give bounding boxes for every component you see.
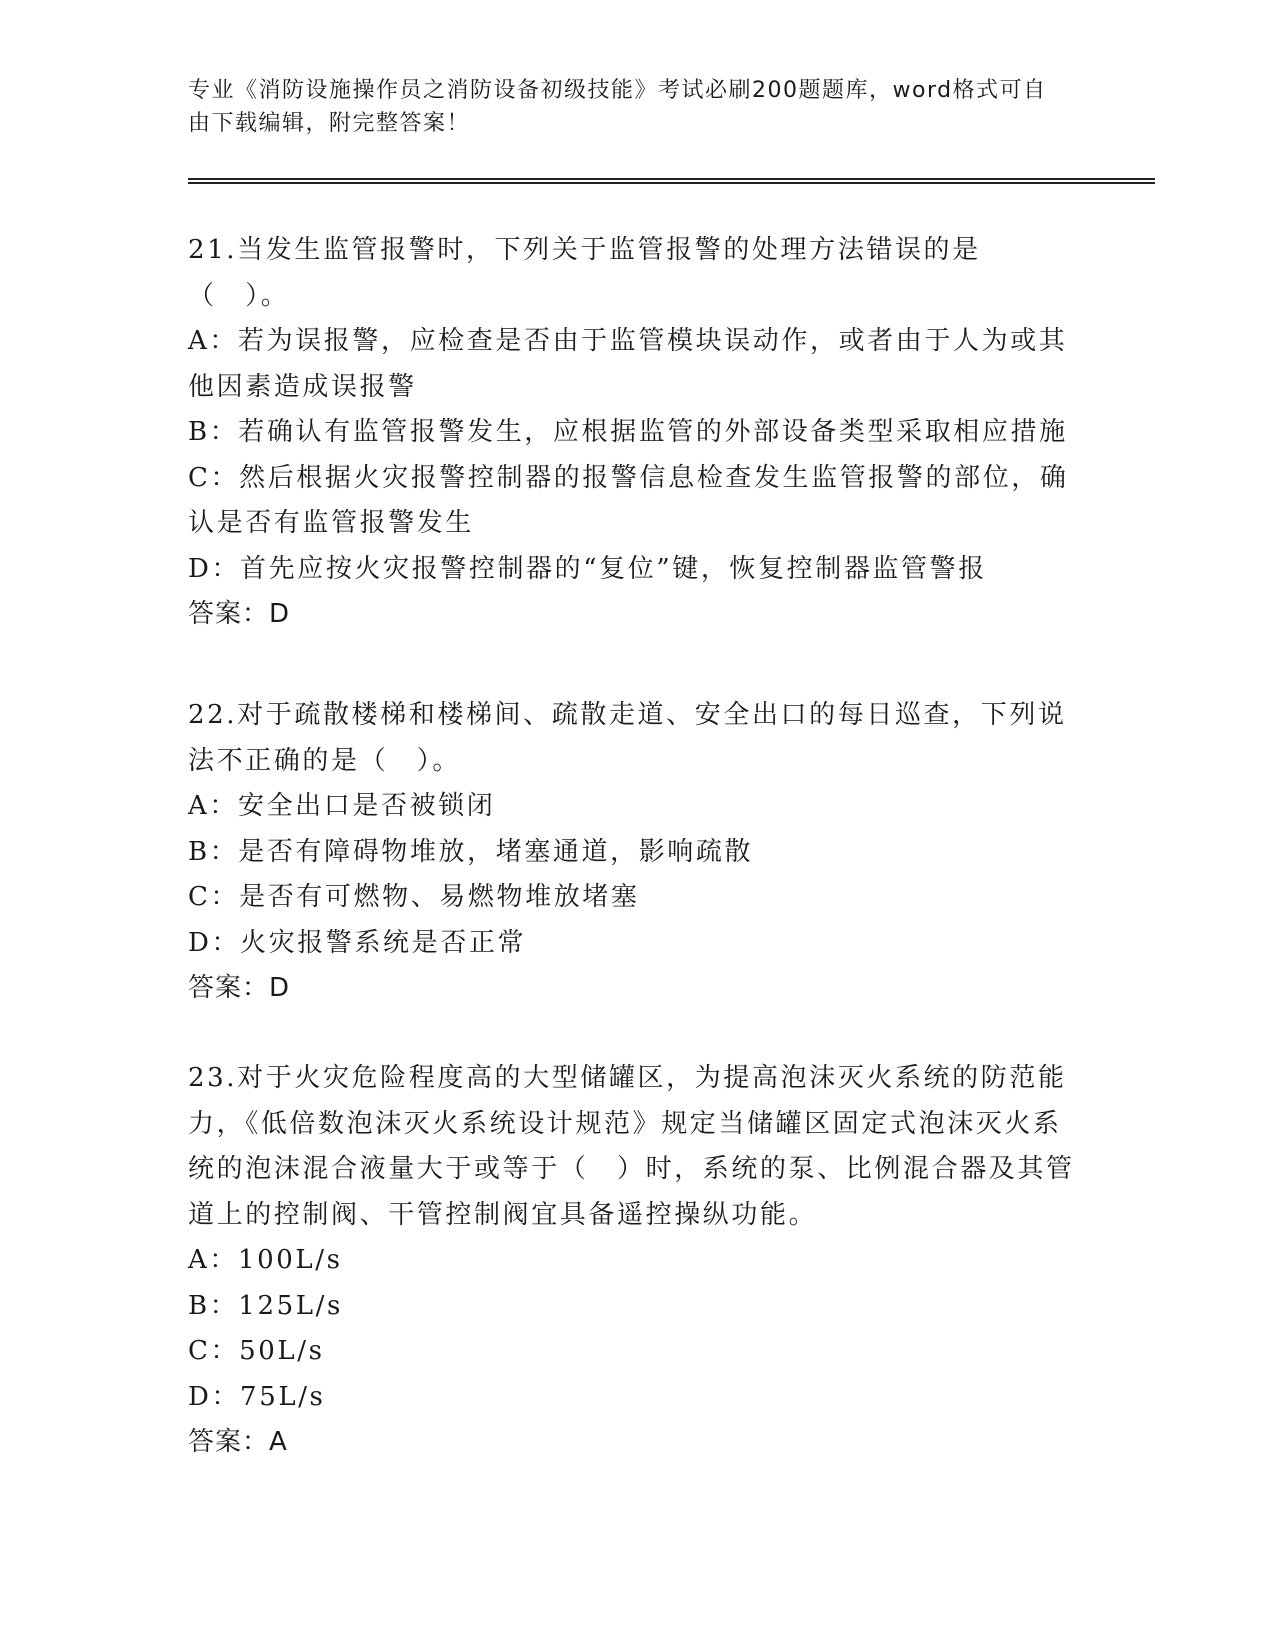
option-c: C：然后根据火灾报警控制器的报警信息检查发生监管报警的部位，确认是否有监管报警发生 [188,462,1069,538]
question-23 [188,1056,1078,1466]
answer: 答案：D [188,599,291,629]
question-stem: 22.对于疏散楼梯和楼梯间、疏散走道、安全出口的每日巡查，下列说法不正确的是（ ）。 [188,700,1067,776]
option-d: D：75L/s [188,1381,326,1412]
answer: 答案：D [188,973,291,1003]
document-header: 专业《消防设施操作员之消防设备初级技能》考试必刷200题题库，word格式可自由下载编辑，附完整答案！ [188,78,1047,136]
option-b: B：若确认有监管报警发生，应根据监管的外部设备类型采取相应措施 [188,417,1068,447]
option-a: A：若为误报警，应检查是否由于监管模块误动作，或者由于人为或其他因素造成误报警 [188,326,1068,402]
question-stem: 23.对于火灾危险程度高的大型储罐区，为提高泡沫灭火系统的防范能力，《低倍数泡沫灭火系统设计规范》规定当储罐区固定式泡沫灭火系统的泡沫混合液量大于或等于（ ）时，系统的泵、比例混合器及其管道上的控制阀、干管控制阀宜具备遥控操纵功能。 [188,1063,1075,1230]
option-b: B：125L/s [188,1290,343,1321]
option-d: D：首先应按火灾报警控制器的“复位”键，恢复控制器监管警报 [188,553,987,584]
option-a: A：安全出口是否被锁闭 [188,791,496,821]
option-c: C：是否有可燃物、易燃物堆放堵塞 [188,882,640,912]
header-rule-top [188,178,1155,180]
answer: 答案：A [188,1427,288,1457]
option-d: D：火灾报警系统是否正常 [188,927,527,958]
option-c: C：50L/s [188,1336,325,1366]
option-b: B：是否有障碍物堆放，堵塞通道，影响疏散 [188,836,754,867]
option-a: A：100L/s [188,1245,343,1275]
question-21 [188,228,1078,638]
question-22 [188,693,1078,1012]
question-stem: 21.当发生监管报警时，下列关于监管报警的处理方法错误的是（ ）。 [188,235,981,311]
header-rule-bottom [188,182,1155,184]
